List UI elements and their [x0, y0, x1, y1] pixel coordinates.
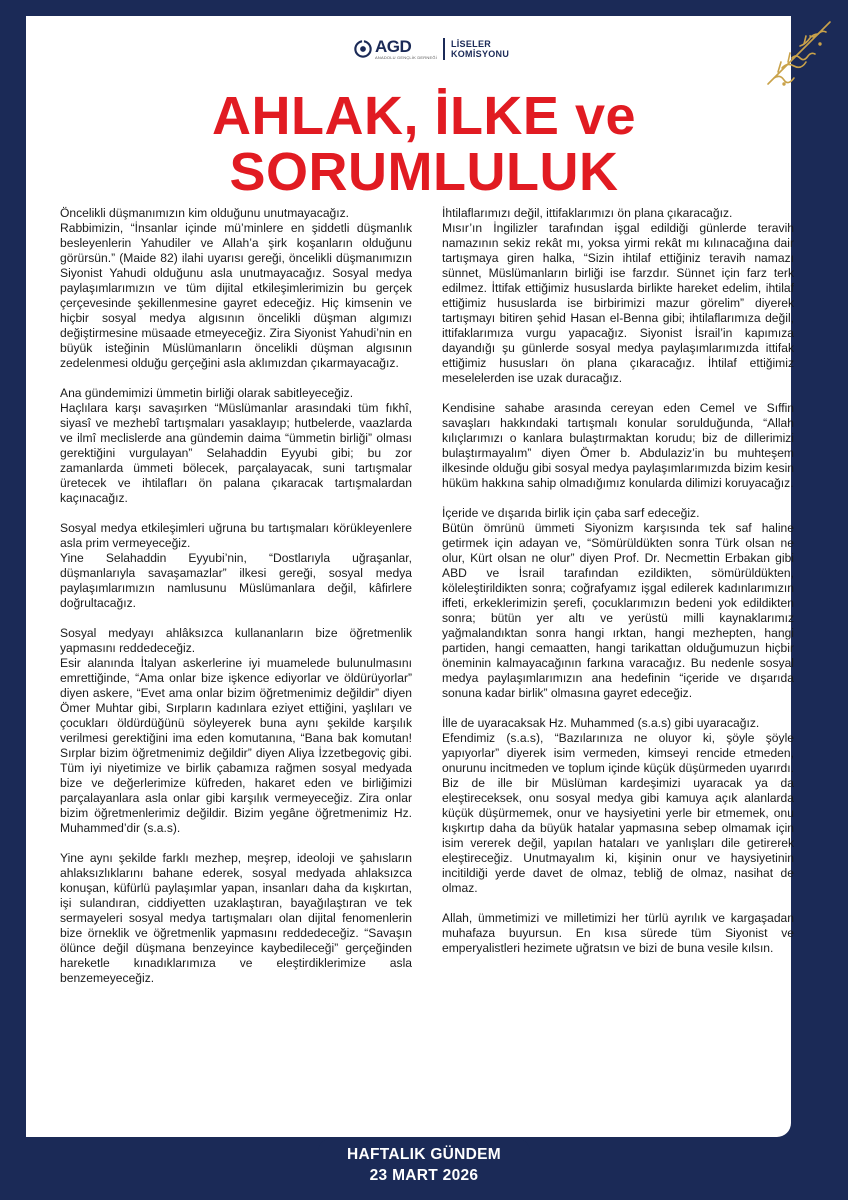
footer-badge [318, 1138, 530, 1200]
logo-org [375, 38, 437, 60]
footer-date: 23 MART 2026 [369, 1167, 479, 1184]
logo-unit [451, 39, 509, 59]
paragraph [442, 716, 794, 896]
logo-org-name: AGD [375, 37, 412, 56]
paragraph-body: Kendisine sahabe arasında cereyan eden Cemel ve Sıffin savaşları hakkındaki tartışmalı konular sorulduğunda, “Allah kılıçlarımızı o kanlara bulaştırmaktan korudu; biz de dillerimizi bulaştırmayalım” diyen Ömer b. Abdulaziz’in bu muhteşem ilkesinde olduğu gibi sosyal medya paylaşımlarımızda bizim kesin hüküm hakkına sahip olmadığımız konularda dilimizi koruyacağız. [442, 401, 794, 490]
title-line-1: AHLAK, İLKE ve [211, 86, 637, 146]
paragraph-body: Yine Selahaddin Eyyubi’nin, “Dostlarıyla uğraşanlar, düşmanlarıyla savaşamazlar” ilkesi gereği, sosyal medya paylaşımlarımızın namlusunu Müslümanlara değil, kâfirlere doğrultacağız. [60, 551, 412, 610]
organization-logo [354, 36, 509, 62]
left-column [60, 206, 412, 1001]
paragraph [442, 506, 794, 701]
paragraph-body: Rabbimizin, “İnsanlar içinde mü’minlere en şiddetli düşmanlık besleyenlerin Yahudiler ve Allah’a şirk koşanların olduğunu görürsün.” (Maide 82) ilahi uyarısı gereği, öncelikli düşmanımızın Siyonist Yahudi olduğunu asla unutmayacağız. Sosyal medya paylaşımlarımızın ve tüm dijital etkileşimlerimizin bu gerçek çerçevesinde şekillenmesine gayret edeceğiz. Hiç kimsenin ve hiçbir sosyal medya algısının öncelikli düşman algımızı değiştirmesine müsaade etmeyeceğiz. Zira Siyonist Yahudi’nin en büyük isteğinin Müslümanların öncelikli düşman algısının zedelenmesi olduğu gerçeğini asla aklımızdan çıkarmayacağız. [60, 221, 412, 370]
paragraph [442, 911, 794, 956]
paragraph [442, 206, 794, 386]
paragraph-heading: Ana gündemimizi ümmetin birliği olarak sabitleyeceğiz. [60, 386, 354, 400]
paragraph-body: Yine aynı şekilde farklı mezhep, meşrep, ideoloji ve şahısların ahlaksızlıklarını bahane ederek, sosyal medyada ahlaksızca konuşan, küfürlü paylaşımlar yapan, insanları daha da kışkırtan, işi sulandıran, ciddiyetten uzaklaştıran, bayağılaştıran ve tek sermayeleri sosyal medya tartışmaları olan dijital fenomenlerin bize örneklik ve öğretmenlik yapmasını reddedeceğiz. “Savaşın ölünce değil düşmana benzeyince kaybedileceği” gerçeğinden hareketle kınadıklarımıza ve eleştirdiklerimize asla benzemeyeceğiz. [60, 851, 412, 985]
paragraph [442, 401, 794, 491]
paragraph-heading: Sosyal medyayı ahlâksızca kullananların bize öğretmenlik yapmasını reddedeceğiz. [60, 626, 412, 655]
paragraph-heading: İçeride ve dışarıda birlik için çaba sarf edeceğiz. [442, 506, 700, 520]
paragraph-body: Bütün ömrünü ümmeti Siyonizm karşısında tek saf haline getirmek için adayan ve, “Sömürüldükten sonra Türk olsan ne olur, Kürt olsan ne olur” diyen Prof. Dr. Necmettin Erbakan gibi ABD ve İsrail tarafından ezildikten, sömürüldükten, köleleştirildikten sonra; coğrafyamız işgal edilerek kadınlarımızın iffeti, erkeklerimizin şerefi, çocuklarımızın bedeni yok edildikten sonra; bütün yer altı ve yerüstü milli kaynaklarımız yağmalandıktan sonra hangi ırktan, hangi mezhepten, hangi partiden, hangi cemaatten, hangi tarikattan olduğumuzun hiçbir öneminin kalmayacağının farkına varacağız. Bu nedenle sosyal medya paylaşımlarımızın ana hedefinin “içeride ve dışarıda sonuna kadar birlik” olmasına gayret edeceğiz. [442, 521, 794, 700]
footer-title: HAFTALIK GÜNDEM [346, 1146, 502, 1163]
page-title [60, 88, 788, 200]
paragraph-body: Haçlılara karşı savaşırken “Müslümanlar arasındaki tüm fıkhî, siyasî ve mezhebî tartışmaları yasaklayıp; hutbelerde, vaazlarda ve ilmî meclislerde ana gündemin daima “ümmetin birliği” olması gerektiğini vurgulayan” Selahaddin Eyyubi gibi; bu zor zamanlarda ümmeti bölecek, parçalayacak, suni tartışmalar üretecek ve ihtilafları ön palana çıkaracak tartışmalardan kaçınacağız. [60, 401, 412, 505]
paragraph-heading: İlle de uyaracaksak Hz. Muhammed (s.a.s) gibi uyaracağız. [442, 716, 760, 730]
calligraphy-icon [760, 14, 838, 92]
paragraph [60, 386, 412, 506]
paragraph [60, 851, 412, 986]
logo-org-sub: ANADOLU GENÇLİK DERNEĞİ [375, 55, 437, 60]
paragraph-heading: Öncelikli düşmanımızın kim olduğunu unutmayacağız. [60, 206, 350, 220]
agd-logo-icon [354, 40, 372, 58]
paragraph-body: Esir alanında İtalyan askerlerine iyi muamelede bulunulmasını emrettiğinde, “Ama onlar bize işkence ediyorlar ve öldürüyorlar” diyen askere, “Evet ama onlar bizim öğretmenimiz değildir” diyen Ömer Muhtar gibi, Sırpların kadınlara eziyet ettiğini, yaşlıları ve çocukları öldürdüğünü söyleyerek buna aynı şekilde karşılık verilmesi gerektiğini ima eden komutanına, “Bana bak komutan! Sırplar bizim öğretmenimiz değildir” diyen Aliya İzzetbegoviç gibi. Tüm iyi niyetimize ve birlik çabamıza rağmen sosyal medyada bize ve değerlerimize küfreden, hakaret eden ve birliğimizi parçalayanlara asla onlar gibi karşılık vermeyeceğiz. Zira onlar bizim öğretmenlerimiz değildir. Bizim yegâne öğretmenimiz Hz. Muhammed’dir (s.a.s). [60, 656, 412, 835]
paragraph [60, 626, 412, 836]
paragraph [60, 521, 412, 611]
paragraph [60, 206, 412, 371]
logo-divider [443, 38, 445, 60]
title-line-2: SORUMLULUK [229, 142, 619, 202]
paragraph-heading: Sosyal medya etkileşimleri uğruna bu tartışmaları körükleyenlere asla prim vermeyeceğiz. [60, 521, 412, 550]
logo-unit-line2: KOMİSYONU [450, 49, 510, 59]
right-column [442, 206, 794, 971]
paragraph-heading: İhtilaflarımızı değil, ittifaklarımızı ön plana çıkaracağız. [442, 206, 733, 220]
paragraph-body: Allah, ümmetimizi ve milletimizi her türlü ayrılık ve kargaşadan muhafaza buyursun. En kısa sürede tüm Siyonist ve emperyalistleri hezimete uğratsın ve bizi de buna vesile kılsın. [442, 911, 794, 955]
paragraph-body: Efendimiz (s.a.s), “Bazılarınıza ne oluyor ki, şöyle şöyle yapıyorlar” diyerek isim vermeden, kimseyi rencide etmeden, onurunu incitmeden ve toplum içinde küçük düşürmeden uyarırdı. Biz de ille bir Müslüman kardeşimizi uyaracak ya da eleştireceksek, onu sosyal medya gibi kamuya açık alanlarda küçük düşürmemek, onur ve haysiyetini yerle bir etmemek, onu kışkırtıp daha da büyük hatalar yapmasına sebep olmamak için isim vererek değil, yapılan hataları ve yanlışları dile getirerek eleştireceğiz. Unutmayalım ki, kişinin onur ve haysiyetinin incitildiği yerde davet de olmaz, tebliğ de olmaz, nasihat de olmaz. [442, 731, 794, 895]
paragraph-body: Mısır’ın İngilizler tarafından işgal edildiği günlerde teravih namazının sekiz rekât mı, yoksa yirmi rekât mı kılınacağına dair tartışmaya giren halka, “Sizin ihtilaf ettiğiniz teravih namazı sünnet, Müslümanların birliği ise farzdır. Sünnet için farz terk edilmez. İttifak ettiğimiz hususlarda birlikte hareket edelim, ihtilaf ettiğimiz hususlarda ise birbirimizi mazur görelim” diyerek tartışmayı bitiren şehid Hasan el-Benna gibi; ihtilaflarımıza değil, ittifaklarımıza vurgu yapacağız. Siyonist İsrail’in kapımıza dayandığı şu günlerde sosyal medya paylaşımlarımızda ittifak ettiğimiz hususları ön plana çıkaracağız. İhtilaf ettiğimiz meselelerden ise uzak duracağız. [442, 221, 794, 385]
logo-unit-line1: LİSELER [450, 39, 492, 49]
